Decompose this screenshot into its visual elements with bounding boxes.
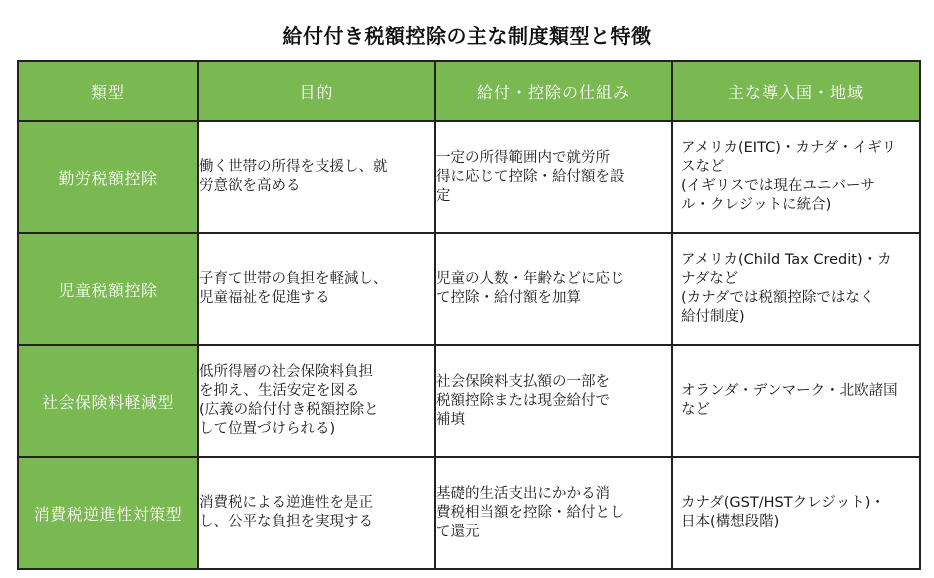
row-mechanism: 児童の人数・年齢などに応じ て控除・給付額を加算 [435,233,672,345]
row-purpose: 子育て世帯の負担を軽減し、 児童福祉を促進する [198,233,435,345]
row-type-label: 消費税逆進性対策型 [18,457,198,569]
row-regions: カナダ(GST/HSTクレジット)・ 日本(構想段階) [672,457,920,569]
row-type-label: 勤労税額控除 [18,121,198,233]
row-mechanism: 基礎的生活支出にかかる消 費税相当額を控除・給付とし て還元 [435,457,672,569]
row-regions: アメリカ(EITC)・カナダ・イギリ スなど (イギリスでは現在ユニバーサ ル・クレジットに統合) [672,121,920,233]
row-regions: アメリカ(Child Tax Credit)・カ ナダなど (カナダでは税額控除ではなく 給付制度) [672,233,920,345]
table-header-row [18,61,920,121]
row-mechanism: 一定の所得範囲内で就労所 得に応じて控除・給付額を設 定 [435,121,672,233]
table-row [18,457,920,569]
row-purpose: 消費税による逆進性を是正 し、公平な負担を実現する [198,457,435,569]
table-row [18,345,920,457]
row-regions: オランダ・デンマーク・北欧諸国 など [672,345,920,457]
row-type-label: 社会保険料軽減型 [18,345,198,457]
row-purpose: 低所得層の社会保険料負担 を抑え、生活安定を図る (広義の給付付き税額控除と して位置づけられる) [198,345,435,457]
header-regions: 主な導入国・地域 [672,61,920,121]
header-type: 類型 [18,61,198,121]
row-mechanism: 社会保険料支払額の一部を 税額控除または現金給付で 補填 [435,345,672,457]
header-purpose: 目的 [198,61,435,121]
table-row [18,121,920,233]
table-row [18,233,920,345]
system-type-table [17,60,921,570]
header-mechanism: 給付・控除の仕組み [435,61,672,121]
row-purpose: 働く世帯の所得を支援し、就 労意欲を高める [198,121,435,233]
page-title: 給付付き税額控除の主な制度類型と特徴 [282,24,652,49]
row-type-label: 児童税額控除 [18,233,198,345]
